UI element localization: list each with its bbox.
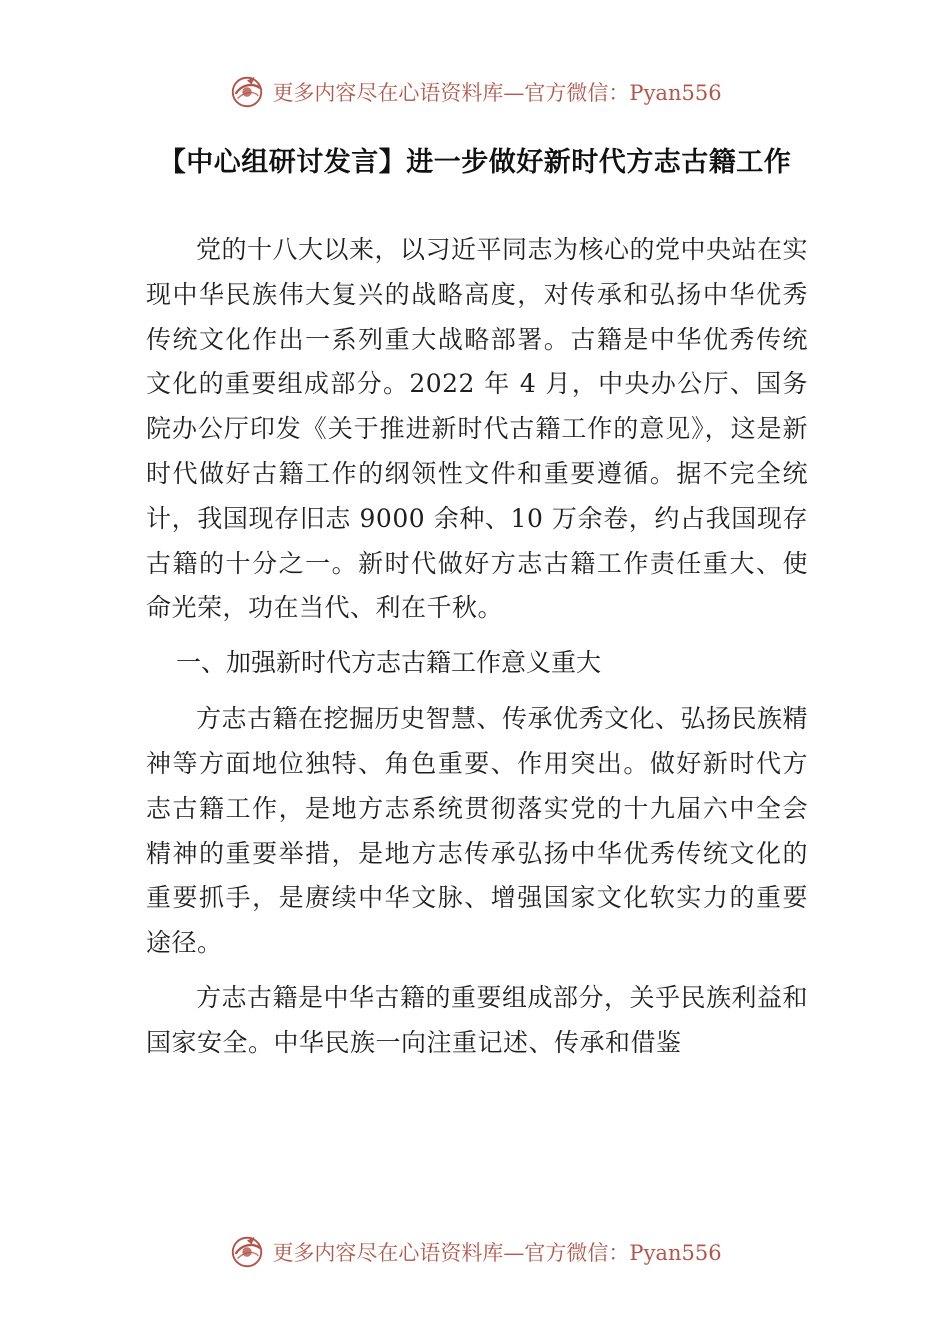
section-paragraph: 方志古籍是中华古籍的重要组成部分，关乎民族利益和国家安全。中华民族一向注重记述、传承和借鉴	[146, 982, 809, 1057]
document-body	[146, 228, 808, 1076]
document-title: 【中心组研讨发言】进一步做好新时代方志古籍工作	[158, 147, 792, 178]
section-heading: 一、加强新时代方志古籍工作意义重大	[176, 648, 602, 678]
heart-sphere-logo-icon	[228, 73, 266, 111]
watermark-text: 更多内容尽在心语资料库—官方微信：Pyan556	[272, 81, 722, 105]
watermark-text: 更多内容尽在心语资料库—官方微信：Pyan556	[272, 1241, 722, 1265]
intro-paragraph: 党的十八大以来，以习近平同志为核心的党中央站在实现中华民族伟大复兴的战略高度，对传承和弘扬中华优秀传统文化作出一系列重大战略部署。古籍是中华优秀传统文化的重要组成部分。2022 年 4 月，中央办公厅、国务院办公厅印发《关于推进新时代古籍工作的意见》，这是新时代做好古籍工作的纲领性文件和重要遵循。据不完全统计，我国现存旧志 9000 余种、10 万余卷，约占我国现存古籍的十分之一。新时代做好方志古籍工作责任重大、使命光荣，功在当代、利在千秋。	[146, 235, 809, 623]
section-paragraph: 方志古籍在挖掘历史智慧、传承优秀文化、弘扬民族精神等方面地位独特、角色重要、作用突出。做好新时代方志古籍工作，是地方志系统贯彻落实党的十九届六中全会精神的重要举措，是地方志传承弘扬中华优秀传统文化的重要抓手，是赓续中华文脉、增强国家文化软实力的重要途径。	[146, 704, 809, 958]
watermark-footer	[0, 1230, 950, 1274]
heart-sphere-logo-icon	[228, 1233, 266, 1271]
watermark-header	[0, 70, 950, 114]
